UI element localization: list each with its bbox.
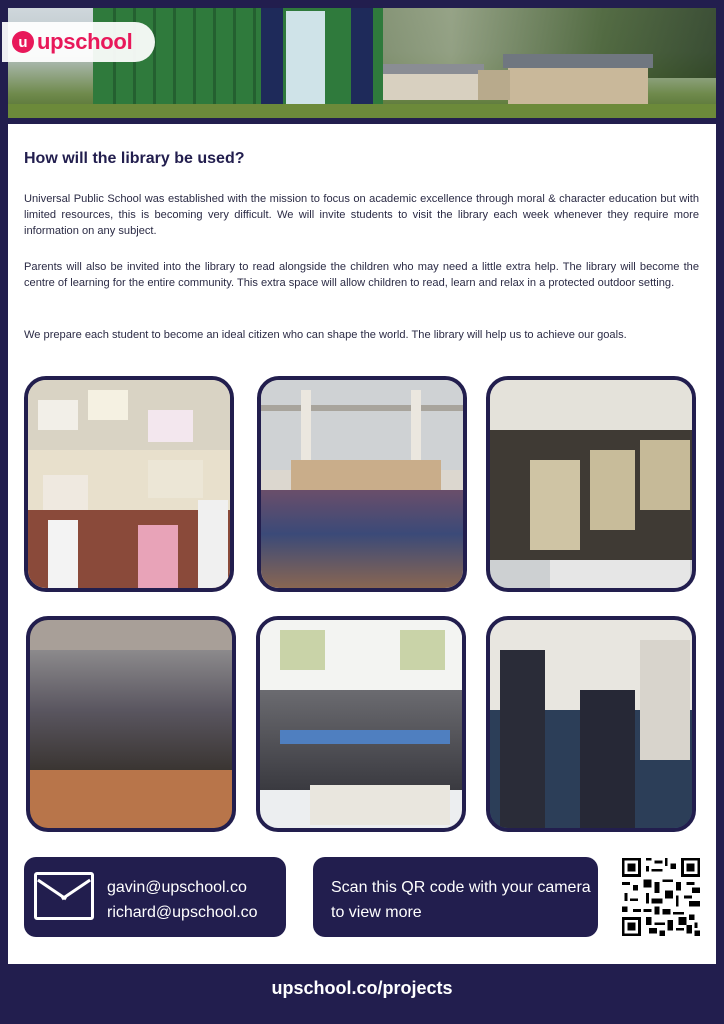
photo-hall-crowd (26, 616, 236, 832)
email-richard[interactable]: richard@upschool.co (107, 904, 258, 921)
paragraph-mission: Universal Public School was established with the mission to focus on academic excellence through moral & character education but with limited resources, this is becoming very difficult. We will invite students to visit the library each week whenever they require more information on any subject. (24, 193, 699, 237)
upschool-logo-icon: u (12, 31, 34, 53)
photo-classroom-desks (256, 616, 466, 832)
page-title: How will the library be used? (24, 150, 245, 167)
brand-logo[interactable] (2, 22, 155, 62)
paragraph-goals: We prepare each student to become an ideal citizen who can shape the world. The library will help us to achieve our goals. (24, 329, 627, 341)
envelope-icon (34, 872, 94, 920)
qr-info-card (313, 857, 598, 937)
photo-assembly-courtyard (257, 376, 467, 592)
contact-card (24, 857, 286, 937)
photo-students-thinking (486, 616, 696, 832)
footer-url[interactable]: upschool.co/projects (271, 978, 453, 998)
photo-students-uniform (486, 376, 696, 592)
qr-instruction: Scan this QR code with your camera to view more (331, 879, 591, 921)
photo-children-drawings (24, 376, 234, 592)
qr-code[interactable] (622, 858, 700, 936)
email-gavin[interactable]: gavin@upschool.co (107, 879, 247, 896)
paragraph-parents: Parents will also be invited into the library to read alongside the children who may need a little extra help. The library will become the centre of learning for the entire community. This extra space will allow children to read, learn and relax in a protected outdoor setting. (24, 261, 699, 289)
content-panel (8, 124, 716, 964)
brand-name: upschool (37, 29, 133, 54)
